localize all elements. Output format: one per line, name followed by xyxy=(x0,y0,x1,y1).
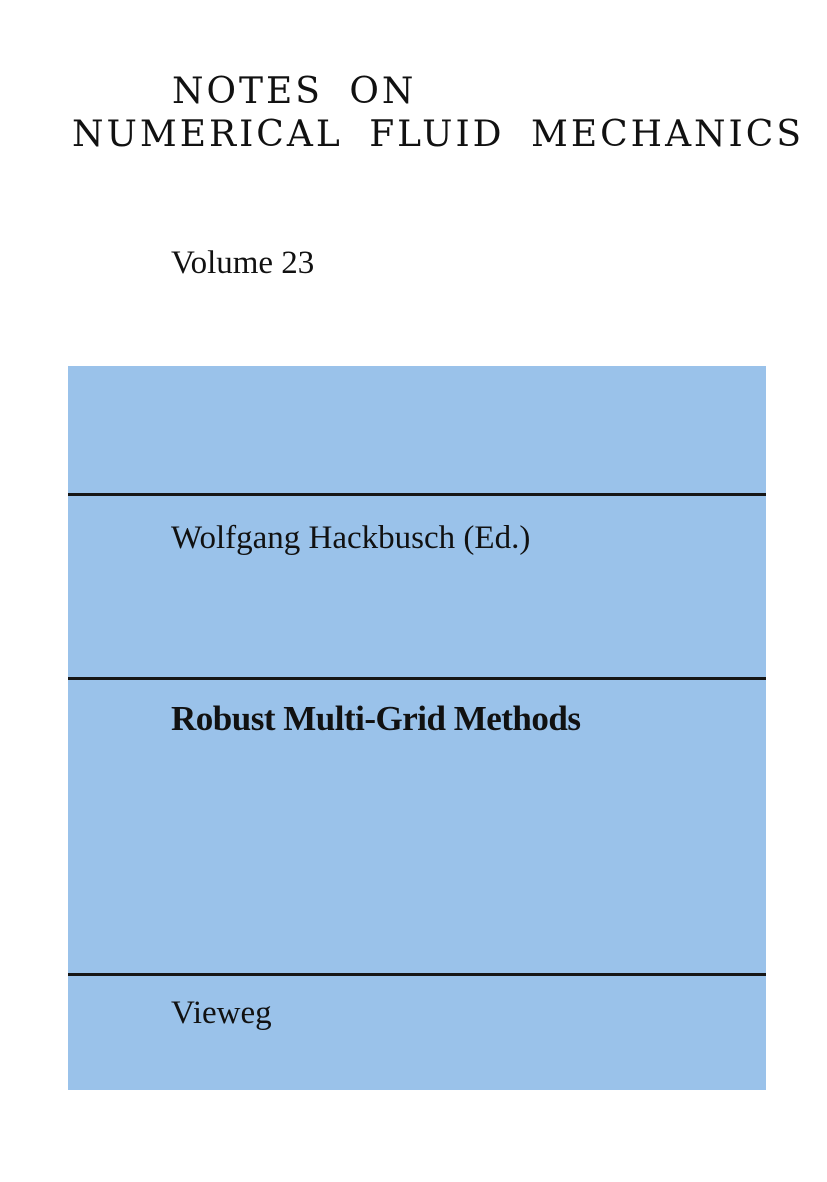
series-title-line-1: NOTES ON xyxy=(172,71,417,112)
divider-rule-top xyxy=(68,493,766,496)
volume-number: Volume 23 xyxy=(171,245,315,281)
cover-panel xyxy=(68,366,766,1090)
series-title xyxy=(72,70,804,156)
series-title-line-2: NUMERICAL FLUID MECHANICS xyxy=(72,114,804,155)
divider-rule-middle xyxy=(68,677,766,680)
book-title: Robust Multi-Grid Methods xyxy=(171,699,581,738)
publisher-name: Vieweg xyxy=(171,995,272,1031)
divider-rule-bottom xyxy=(68,973,766,976)
editor-name: Wolfgang Hackbusch (Ed.) xyxy=(171,520,531,556)
